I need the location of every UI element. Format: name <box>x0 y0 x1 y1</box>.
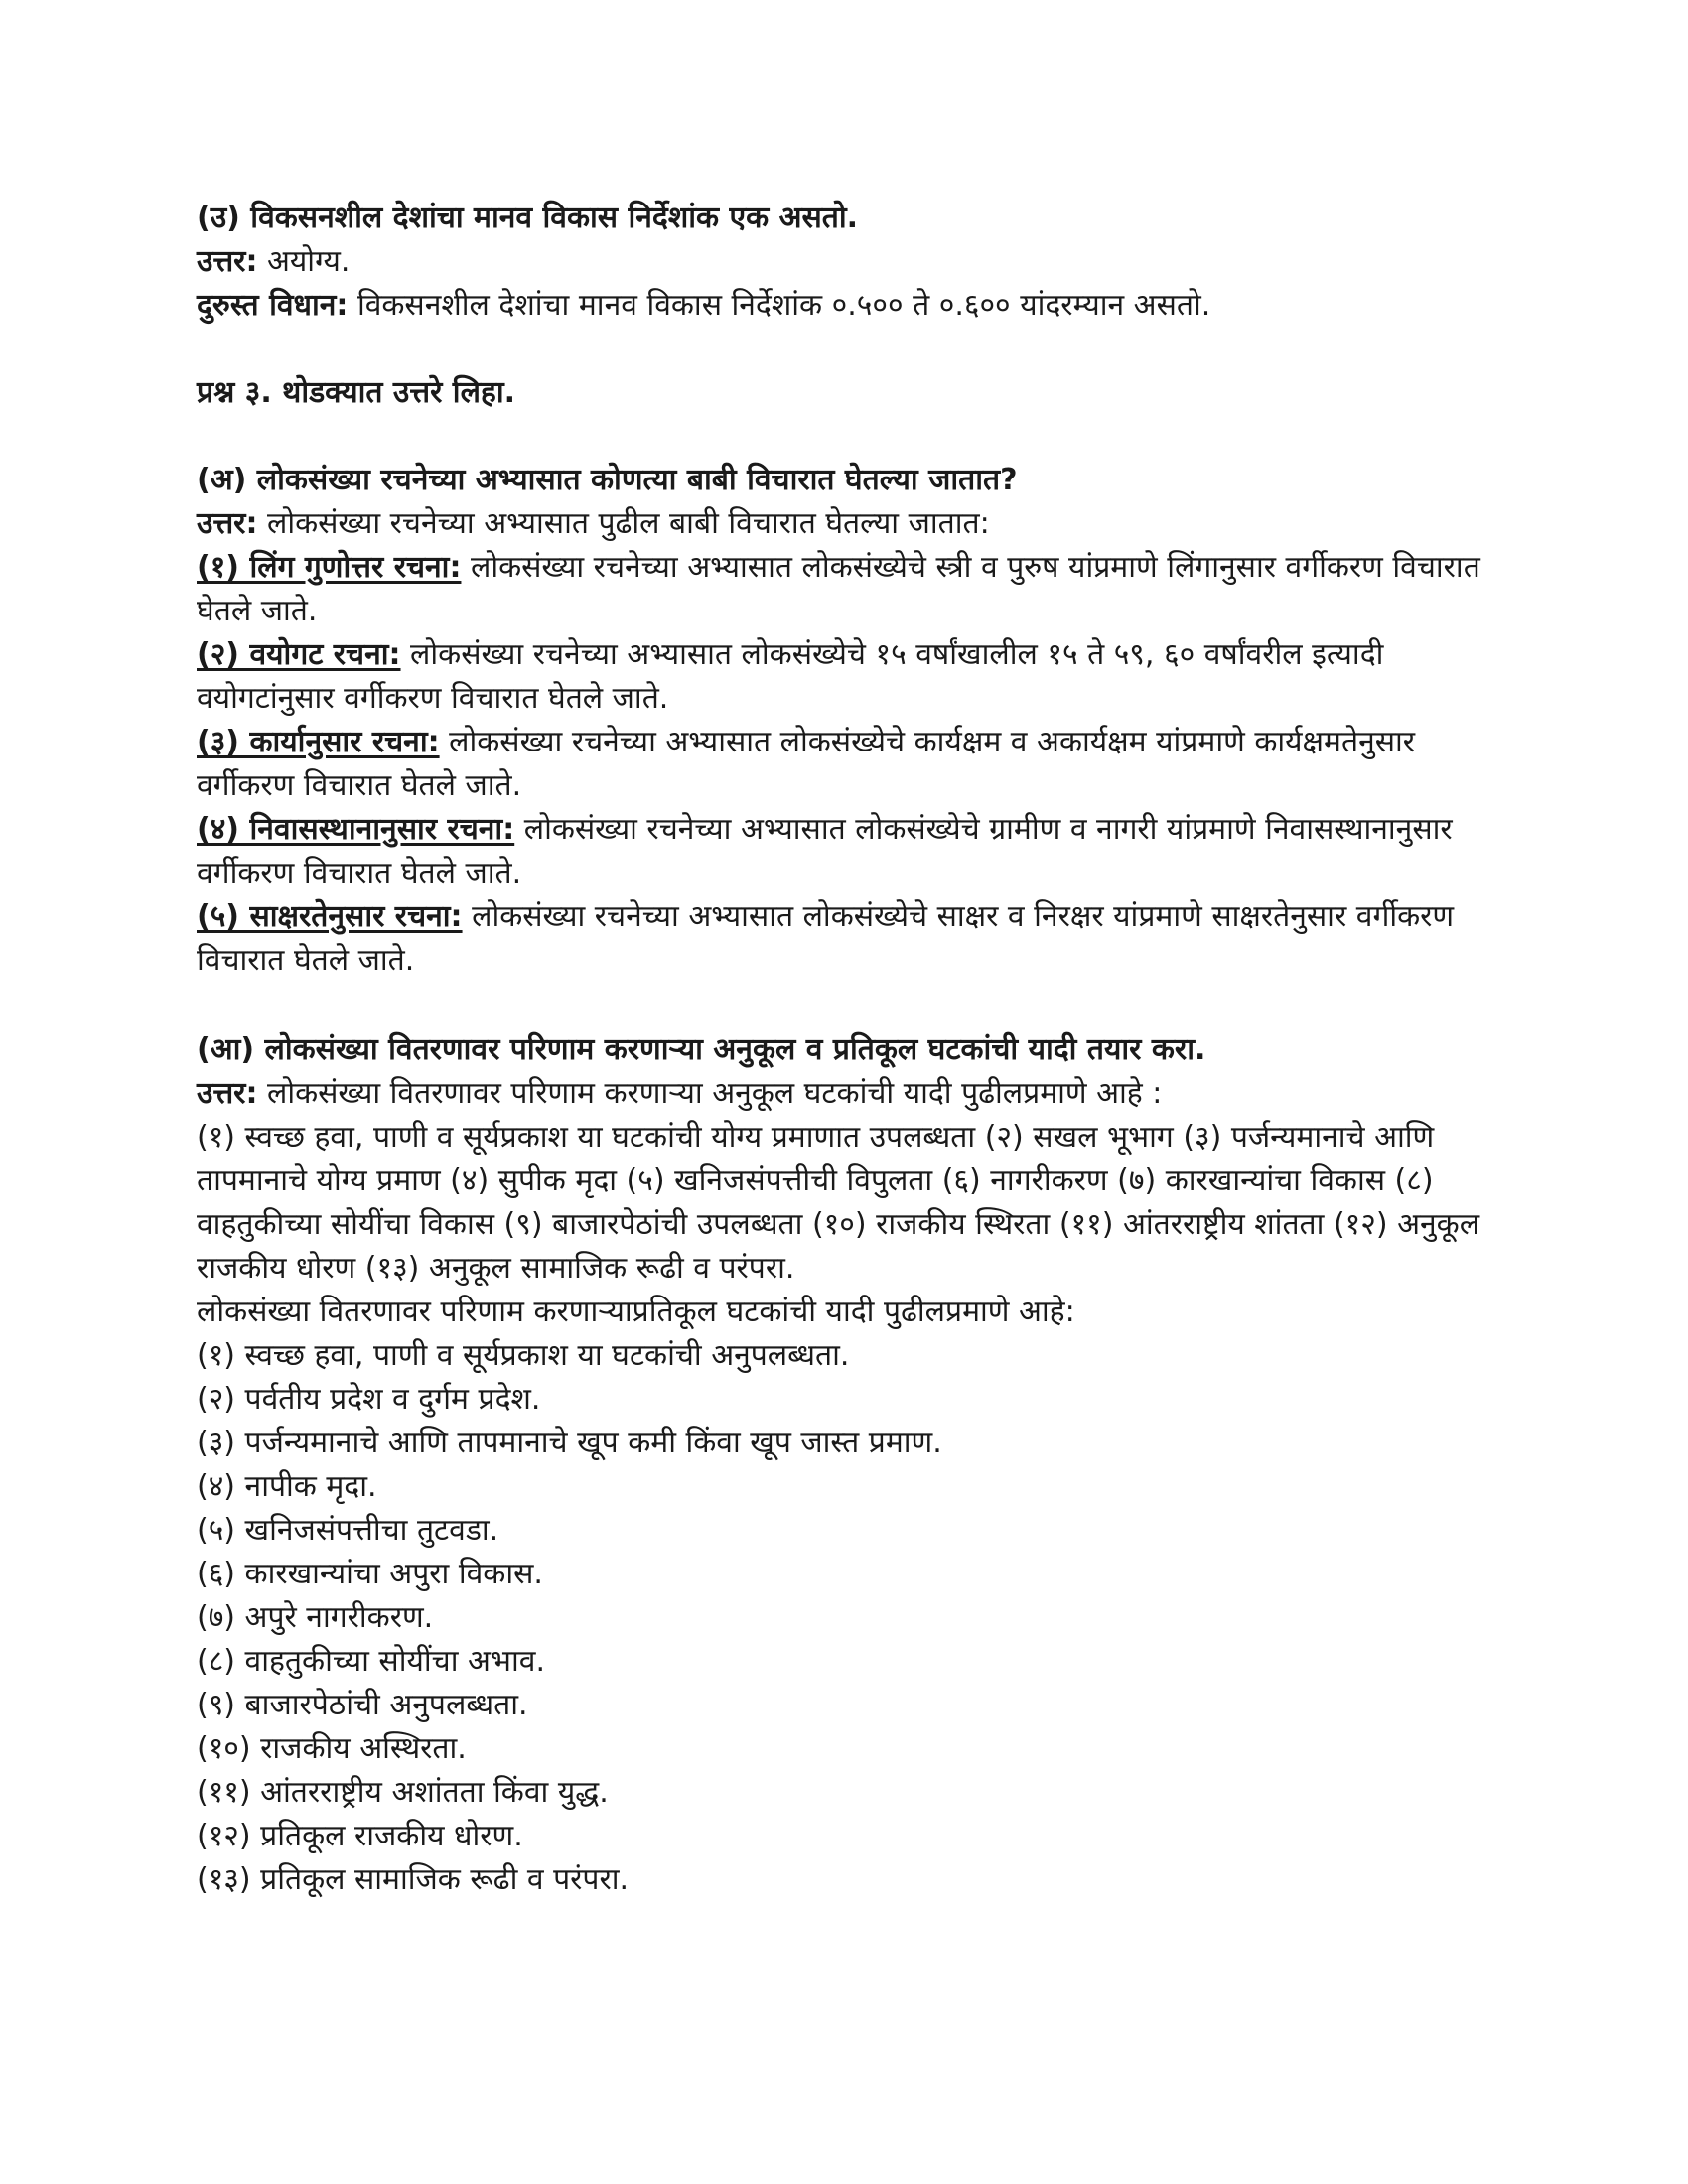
list-item <box>197 895 1497 983</box>
question-aa-text: (आ) लोकसंख्या वितरणावर परिणाम करणाऱ्या अनुकूल व प्रतिकूल घटकांची यादी तयार करा. <box>197 1032 1206 1067</box>
question-u-text: (उ) विकसनशील देशांचा मानव विकास निर्देशांक एक असतो. <box>197 201 859 235</box>
favourable-paragraph: (१) स्वच्छ हवा, पाणी व सूर्यप्रकाश या घटकांची योग्य प्रमाणात उपलब्धता (२) सखल भूभाग (३) पर्जन्यमानाचे आणि तापमानाचे योग्य प्रमाण (४) सुपीक मृदा (५) खनिजसंपत्तीची विपुलता (६) नागरीकरण (७) कारखान्यांचा विकास (८) वाहतुकीच्या सोयींचा विकास (९) बाजारपेठांची उपलब्धता (१०) राजकीय स्थिरता (११) आंतरराष्ट्रीय शांतता (१२) अनुकूल राजकीय धोरण (१३) अनुकूल सामाजिक रूढी व परंपरा. <box>197 1120 1480 1286</box>
document-page <box>197 197 1497 1902</box>
question-u-block <box>197 197 1497 328</box>
list-item: (३) पर्जन्यमानाचे आणि तापमानाचे खूप कमी किंवा खूप जास्त प्रमाण. <box>197 1426 942 1460</box>
answer-intro: लोकसंख्या वितरणावर परिणाम करणाऱ्या अनुकूल घटकांची यादी पुढीलप्रमाणे आहे : <box>257 1076 1163 1111</box>
list-item: (१०) राजकीय अस्थिरता. <box>197 1731 467 1766</box>
list-item: (४) नापीक मृदा. <box>197 1469 377 1504</box>
question-aa-block <box>197 1028 1497 1902</box>
list-item: (१३) प्रतिकूल सामाजिक रूढी व परंपरा. <box>197 1862 630 1897</box>
list-item: (६) कारखान्यांचा अपुरा विकास. <box>197 1557 543 1591</box>
question-aa-answer <box>197 1072 1497 1116</box>
answer-label: उत्तर: <box>197 244 258 279</box>
item-text: लोकसंख्या रचनेच्या अभ्यासात लोकसंख्येचे कार्यक्षम व अकार्यक्षम यांप्रमाणे कार्यक्षमतेनुसार वर्गीकरण विचारात घेतले जाते. <box>197 725 1416 803</box>
question-u-answer <box>197 240 1497 284</box>
question-a-block <box>197 459 1497 983</box>
list-item: (९) बाजारपेठांची अनुपलब्धता. <box>197 1688 528 1722</box>
corrected-label: दुरुस्त विधान: <box>197 288 349 323</box>
corrected-text: विकसनशील देशांचा मानव विकास निर्देशांक ०.५०० ते ०.६०० यांदरम्यान असतो. <box>348 288 1211 323</box>
list-item <box>197 808 1497 895</box>
answer-label: उत्तर: <box>197 1076 258 1111</box>
item-title: (१) लिंग गुणोत्तर रचना: <box>197 550 462 585</box>
item-text: लोकसंख्या रचनेच्या अभ्यासात लोकसंख्येचे १५ वर्षांखालील १५ ते ५९, ६० वर्षांवरील इत्यादी वयोगटांनुसार वर्गीकरण विचारात घेतले जाते. <box>197 637 1384 716</box>
item-text: लोकसंख्या रचनेच्या अभ्यासात लोकसंख्येचे स्त्री व पुरुष यांप्रमाणे लिंगानुसार वर्गीकरण विचारात घेतले जाते. <box>197 550 1480 628</box>
list-item <box>197 633 1497 721</box>
question-u-corrected <box>197 284 1497 328</box>
item-title: (५) साक्षरतेनुसार रचना: <box>197 899 463 934</box>
question-a-answer <box>197 502 1497 546</box>
answer-label: उत्तर: <box>197 506 258 541</box>
item-text: लोकसंख्या रचनेच्या अभ्यासात लोकसंख्येचे ग्रामीण व नागरी यांप्रमाणे निवासस्थानानुसार वर्गीकरण विचारात घेतले जाते. <box>197 812 1453 890</box>
list-item: (१२) प्रतिकूल राजकीय धोरण. <box>197 1819 523 1853</box>
item-title: (४) निवासस्थानानुसार रचना: <box>197 812 515 847</box>
list-item: (११) आंतरराष्ट्रीय अशांतता किंवा युद्ध. <box>197 1775 609 1810</box>
item-title: (३) कार्यानुसार रचना: <box>197 725 440 759</box>
item-title: (२) वयोगट रचना: <box>197 637 401 672</box>
list-item: (२) पर्वतीय प्रदेश व दुर्गम प्रदेश. <box>197 1382 541 1417</box>
list-item <box>197 721 1497 808</box>
list-item: (५) खनिजसंपत्तीचा तुटवडा. <box>197 1513 499 1548</box>
question-a-text: (अ) लोकसंख्या रचनेच्या अभ्यासात कोणत्या बाबी विचारात घेतल्या जातात? <box>197 463 1018 497</box>
answer-text: अयोग्य. <box>257 244 351 279</box>
section-3-heading: प्रश्न ३. थोडक्यात उत्तरे लिहा. <box>197 375 516 410</box>
list-item: (८) वाहतुकीच्या सोयींचा अभाव. <box>197 1644 545 1679</box>
unfavourable-intro: लोकसंख्या वितरणावर परिणाम करणाऱ्याप्रतिकूल घटकांची यादी पुढीलप्रमाणे आहे: <box>197 1295 1075 1329</box>
list-item: (७) अपुरे नागरीकरण. <box>197 1600 434 1635</box>
item-text: लोकसंख्या रचनेच्या अभ्यासात लोकसंख्येचे साक्षर व निरक्षर यांप्रमाणे साक्षरतेनुसार वर्गीकरण विचारात घेतले जाते. <box>197 899 1455 978</box>
answer-intro: लोकसंख्या रचनेच्या अभ्यासात पुढील बाबी विचारात घेतल्या जातात: <box>257 506 990 541</box>
list-item: (१) स्वच्छ हवा, पाणी व सूर्यप्रकाश या घटकांची अनुपलब्धता. <box>197 1338 850 1373</box>
list-item <box>197 546 1497 633</box>
